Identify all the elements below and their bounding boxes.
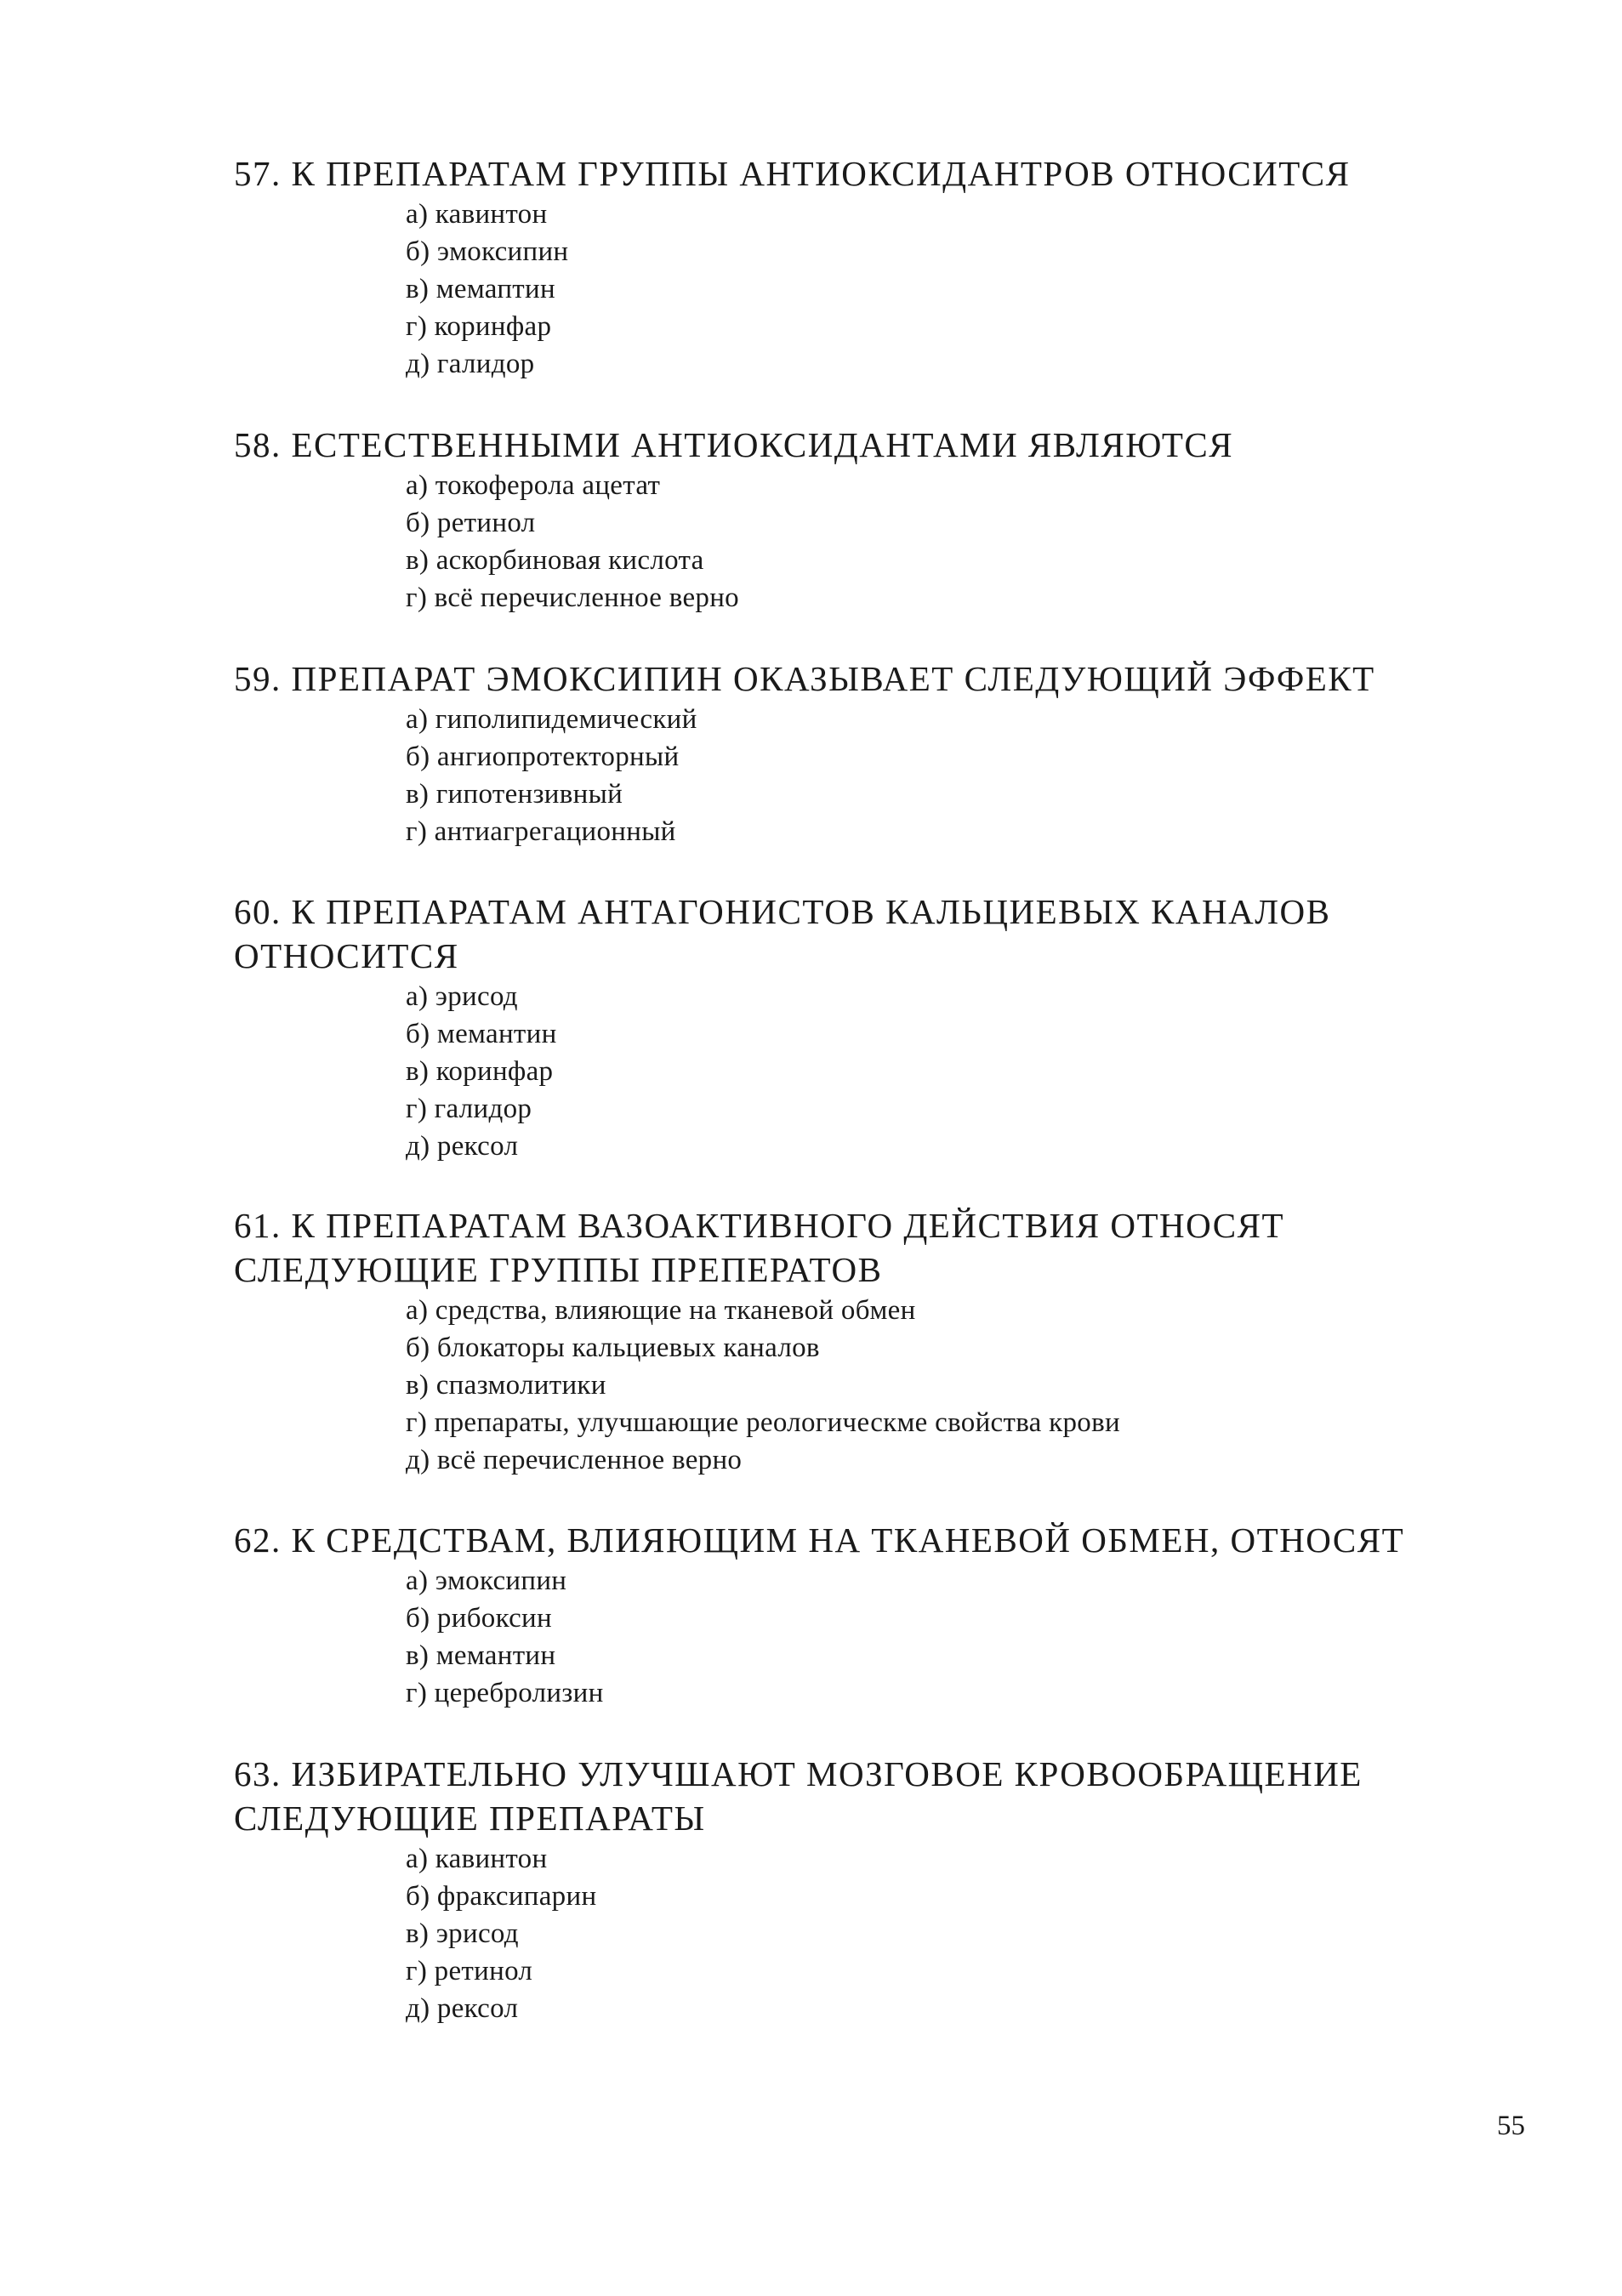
- answer-option: д) рексол: [406, 1993, 519, 2024]
- answer-options: [234, 196, 1493, 383]
- question-title: 60. К ПРЕПАРАТАМ АНТАГОНИСТОВ КАЛЬЦИЕВЫХ КАНАЛОВ ОТНОСИТСЯ: [234, 892, 1331, 975]
- answer-option: б) мемантин: [406, 1019, 557, 1049]
- answer-option: г) всё перечисленное верно: [406, 583, 739, 613]
- answer-option: б) ретинол: [406, 508, 536, 538]
- question-61: [234, 1203, 1493, 1479]
- answer-option: в) мемантин: [406, 1640, 556, 1671]
- question-title: 63. ИЗБИРАТЕЛЬНО УЛУЧШАЮТ МОЗГОВОЕ КРОВООБРАЩЕНИЕ СЛЕДУЮЩИЕ ПРЕПАРАТЫ: [234, 1754, 1363, 1838]
- question-title: 57. К ПРЕПАРАТАМ ГРУППЫ АНТИОКСИДАНТРОВ ОТНОСИТСЯ: [234, 154, 1351, 193]
- answer-option: д) рексол: [406, 1131, 519, 1162]
- question-60: [234, 889, 1493, 1165]
- answer-option: в) коринфар: [406, 1056, 554, 1087]
- answer-option: в) аскорбиновая кислота: [406, 545, 704, 576]
- answer-option: г) церебролизин: [406, 1678, 604, 1708]
- answer-option: в) эрисод: [406, 1918, 519, 1949]
- answer-option: а) гиполипидемический: [406, 704, 697, 735]
- question-title: 58. ЕСТЕСТВЕННЫМИ АНТИОКСИДАНТАМИ ЯВЛЯЮТСЯ: [234, 425, 1234, 464]
- answer-options: [234, 1562, 1493, 1712]
- question-57: [234, 151, 1493, 383]
- answer-option: г) галидор: [406, 1094, 532, 1124]
- question-title: 59. ПРЕПАРАТ ЭМОКСИПИН ОКАЗЫВАЕТ СЛЕДУЮЩИЙ ЭФФЕКТ: [234, 659, 1375, 698]
- answer-options: [234, 1292, 1493, 1479]
- answer-option: в) гипотензивный: [406, 779, 623, 810]
- answer-options: [234, 1840, 1493, 2027]
- answer-option: б) блокаторы кальциевых каналов: [406, 1333, 820, 1363]
- question-63: [234, 1752, 1493, 2027]
- answer-options: [234, 701, 1493, 850]
- answer-option: г) ретинол: [406, 1956, 533, 1986]
- answer-option: а) кавинтон: [406, 1844, 548, 1874]
- answer-option: а) эмоксипин: [406, 1566, 567, 1596]
- question-58: [234, 423, 1493, 617]
- answer-option: а) токоферола ацетат: [406, 470, 661, 501]
- answer-option: в) мемаптин: [406, 274, 555, 304]
- answer-option: г) коринфар: [406, 311, 552, 342]
- question-59: [234, 656, 1493, 850]
- answer-option: б) ангиопротекторный: [406, 742, 680, 772]
- question-62: [234, 1518, 1493, 1712]
- answer-option: б) фраксипарин: [406, 1881, 597, 1912]
- answer-option: б) рибоксин: [406, 1603, 552, 1634]
- answer-option: д) галидор: [406, 349, 535, 379]
- page-number: 55: [1497, 2111, 1525, 2141]
- answer-option: д) всё перечисленное верно: [406, 1445, 743, 1475]
- question-title: 62. К СРЕДСТВАМ, ВЛИЯЮЩИМ НА ТКАНЕВОЙ ОБМЕН, ОТНОСЯТ: [234, 1520, 1405, 1560]
- answer-options: [234, 978, 1493, 1165]
- answer-option: б) эмоксипин: [406, 236, 569, 267]
- answer-options: [234, 467, 1493, 617]
- answer-option: а) кавинтон: [406, 199, 548, 230]
- answer-option: г) препараты, улучшающие реологическме свойства крови: [406, 1407, 1120, 1438]
- answer-option: а) средства, влияющие на тканевой обмен: [406, 1295, 916, 1326]
- answer-option: а) эрисод: [406, 981, 518, 1012]
- question-title: 61. К ПРЕПАРАТАМ ВАЗОАКТИВНОГО ДЕЙСТВИЯ ОТНОСЯТ СЛЕДУЮЩИЕ ГРУППЫ ПРЕПЕРАТОВ: [234, 1206, 1284, 1289]
- answer-option: г) антиагрегационный: [406, 816, 676, 847]
- answer-option: в) спазмолитики: [406, 1370, 606, 1401]
